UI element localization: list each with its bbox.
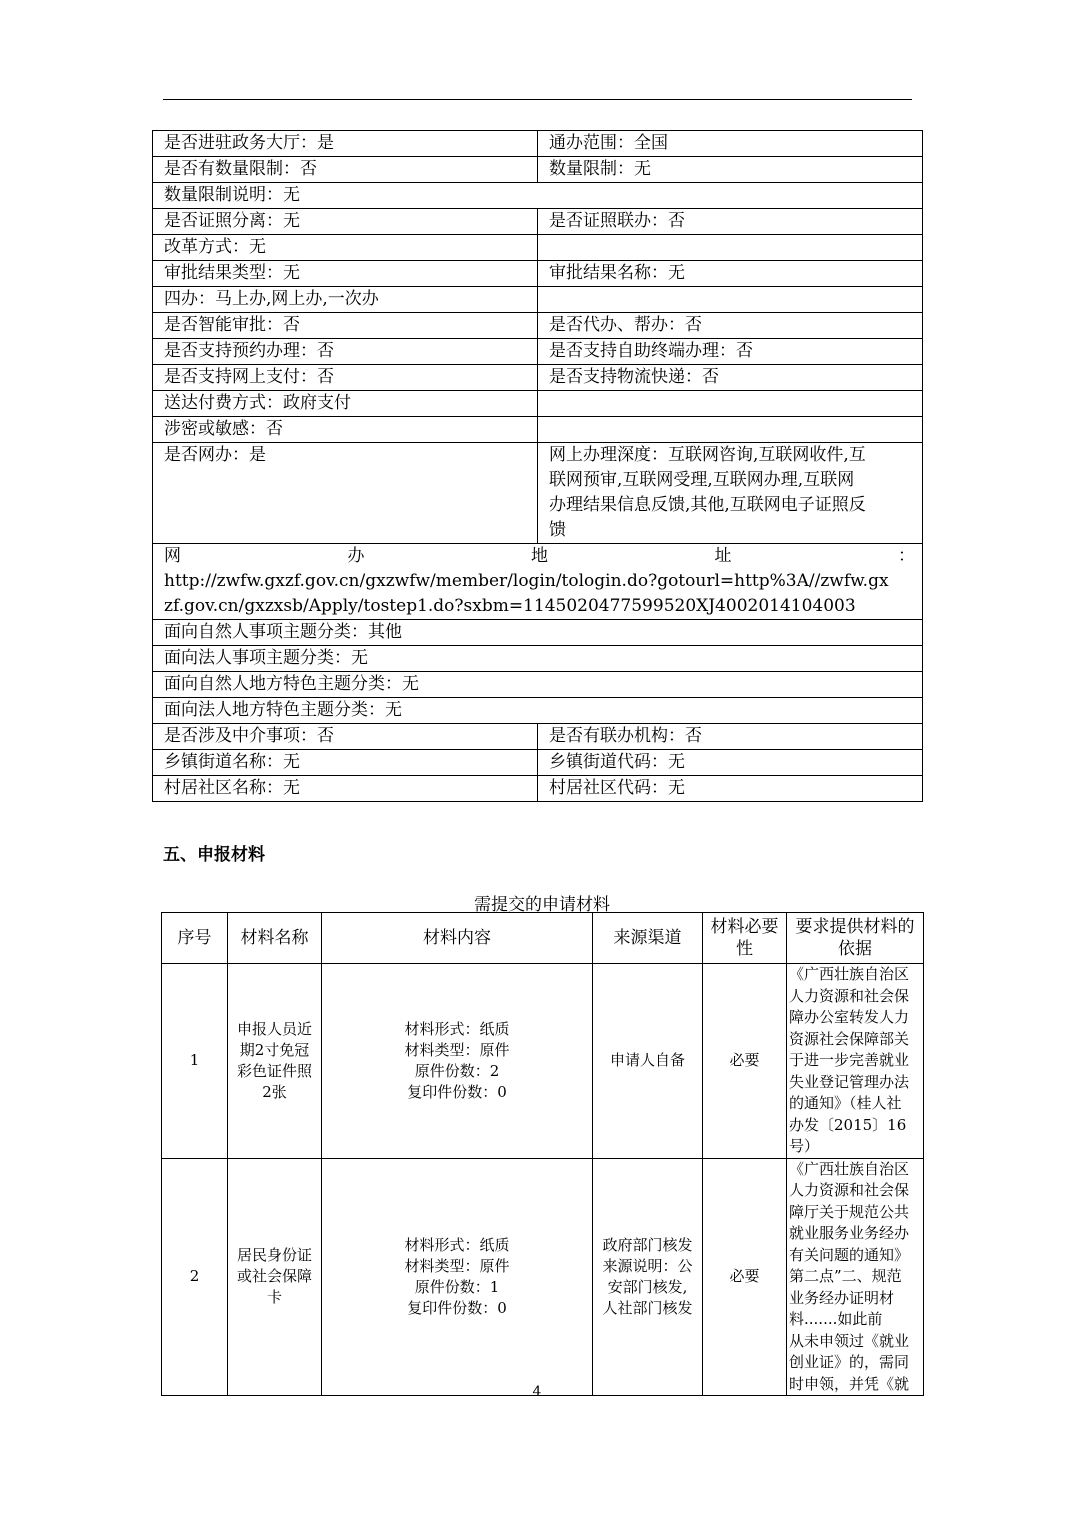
material-necessity: 必要 <box>703 1158 787 1396</box>
info-row <box>153 750 923 776</box>
material-basis-line: 资源社会保障部关 <box>789 1029 910 1048</box>
info-cell-left: 是否证照分离：无 <box>153 209 538 235</box>
material-content-line: 材料类型：原件 <box>404 1040 510 1059</box>
info-cell-right: 审批结果名称：无 <box>538 261 923 287</box>
info-cell-right: 是否支持自助终端办理：否 <box>538 339 923 365</box>
material-basis-line: 失业登记管理办法 <box>789 1072 910 1091</box>
info-row <box>153 776 923 802</box>
page-number: 4 <box>532 1384 542 1400</box>
material-source-line: 来源说明：公 <box>602 1256 693 1275</box>
materials-table <box>161 912 924 1396</box>
material-content-line: 复印件份数：0 <box>407 1082 507 1101</box>
info-cell-left: 是否网办：是 <box>153 443 538 544</box>
info-row <box>153 131 923 157</box>
material-basis-line: 于进一步完善就业 <box>789 1051 910 1069</box>
info-cell-left: 乡镇街道名称：无 <box>153 750 538 776</box>
info-cell-left: 是否支持预约办理：否 <box>153 339 538 365</box>
info-table <box>152 130 923 802</box>
column-header: 来源渠道 <box>593 913 703 964</box>
info-cell-line: 联网预审,互联网受理,互联网办理,互联网 <box>549 470 855 490</box>
material-basis-line: 创业证》的，需同 <box>789 1353 910 1371</box>
info-cell-left: 是否进驻政务大厅：是 <box>153 131 538 157</box>
material-content-line: 原件份数：2 <box>414 1061 500 1080</box>
info-row <box>153 698 923 724</box>
info-row <box>153 313 923 339</box>
material-basis-line: 有关问题的通知》 <box>789 1245 910 1264</box>
info-cell-left: 审批结果类型：无 <box>153 261 538 287</box>
material-basis-line: 第二点”二、规范 <box>789 1267 902 1285</box>
info-cell-left: 是否支持网上支付：否 <box>153 365 538 391</box>
material-basis-line: 业务经办证明材 <box>789 1288 895 1307</box>
info-cell-left: 涉密或敏感：否 <box>153 417 538 443</box>
material-basis-line: 时申领，并凭《就 <box>789 1374 910 1393</box>
material-content-line: 复印件份数：0 <box>407 1298 507 1317</box>
info-row <box>153 339 923 365</box>
info-row <box>153 724 923 750</box>
material-name <box>228 964 322 1159</box>
info-cell-right: 是否证照联办：否 <box>538 209 923 235</box>
table-row <box>162 1158 924 1396</box>
material-basis-line: 《广西壮族自治区 <box>789 965 910 983</box>
info-row <box>153 672 923 698</box>
material-basis-line: 障厅关于规范公共 <box>789 1202 910 1221</box>
info-cell-left: 四办：马上办,网上办,一次办 <box>153 287 538 313</box>
info-cell-left: 是否智能审批：否 <box>153 313 538 339</box>
material-source <box>593 1158 703 1396</box>
info-row <box>153 287 923 313</box>
material-source <box>593 964 703 1159</box>
info-cell-right: 村居社区代码：无 <box>538 776 923 802</box>
material-name-line: 彩色证件照 <box>236 1061 312 1080</box>
material-basis-line: 障办公室转发人力 <box>789 1008 910 1026</box>
info-cell-line: 馈 <box>549 520 566 540</box>
material-basis-line: 料.......如此前 <box>789 1310 883 1328</box>
material-source-line: 政府部门核发 <box>602 1235 693 1254</box>
info-cell-full: 面向自然人地方特色主题分类：无 <box>153 672 923 698</box>
table-caption: 需提交的申请材料 <box>474 895 610 915</box>
info-row <box>153 209 923 235</box>
column-header-line: 性 <box>736 939 753 959</box>
material-content-line: 材料类型：原件 <box>404 1256 510 1275</box>
info-row <box>153 235 923 261</box>
info-cell-right: 是否支持物流快递：否 <box>538 365 923 391</box>
info-row <box>153 365 923 391</box>
material-basis-line: 人力资源和社会保 <box>789 1181 910 1199</box>
column-header: 材料名称 <box>228 913 322 964</box>
info-cell-full: 面向法人地方特色主题分类：无 <box>153 698 923 724</box>
info-cell-full: 面向自然人事项主题分类：其他 <box>153 620 923 646</box>
material-name-line: 申报人员近 <box>236 1019 312 1038</box>
column-header-line: 依据 <box>838 939 872 959</box>
info-cell-right <box>538 235 923 261</box>
material-content-line: 材料形式：纸质 <box>404 1019 510 1038</box>
info-cell-left: 送达付费方式：政府支付 <box>153 391 538 417</box>
material-name <box>228 1158 322 1396</box>
material-source-line: 人社部门核发 <box>602 1298 693 1317</box>
info-cell-right: 是否有联办机构：否 <box>538 724 923 750</box>
info-cell-line: 办理结果信息反馈,其他,互联网电子证照反 <box>549 495 866 515</box>
info-cell-right <box>538 287 923 313</box>
column-header <box>787 913 924 964</box>
info-cell-right: 是否代办、帮办：否 <box>538 313 923 339</box>
info-row <box>153 646 923 672</box>
material-number: 2 <box>162 1158 228 1396</box>
info-cell-right <box>538 417 923 443</box>
info-cell-right <box>538 443 923 544</box>
info-cell-line: 网上办理深度：互联网咨询,互联网收件,互 <box>549 445 866 465</box>
info-row <box>153 620 923 646</box>
info-cell-right: 数量限制：无 <box>538 157 923 183</box>
table-row <box>162 964 924 1159</box>
info-cell-left: 是否涉及中介事项：否 <box>153 724 538 750</box>
column-header-line: 材料必要 <box>710 917 779 937</box>
material-basis-line: 号） <box>789 1137 820 1155</box>
info-row <box>153 544 923 620</box>
material-basis <box>787 1158 924 1396</box>
info-cell-left: 改革方式：无 <box>153 235 538 261</box>
web-address-url: http://zwfw.gxzf.gov.cn/gxzwfw/member/login/tologin.do?gotourl=http%3A//zwfw.gx <box>164 571 889 591</box>
info-cell-left: 是否有数量限制：否 <box>153 157 538 183</box>
material-basis <box>787 964 924 1159</box>
material-name-line: 2张 <box>262 1082 287 1101</box>
column-header: 材料内容 <box>322 913 593 964</box>
material-content-line: 原件份数：1 <box>414 1277 500 1296</box>
material-necessity: 必要 <box>703 964 787 1159</box>
info-row <box>153 391 923 417</box>
material-basis-line: 人力资源和社会保 <box>789 986 910 1005</box>
material-name-line: 或社会保障 <box>236 1267 312 1286</box>
material-name-line: 期2寸免冠 <box>239 1040 310 1059</box>
material-basis-line: 从未申领过《就业 <box>789 1331 910 1350</box>
info-row <box>153 261 923 287</box>
section-title: 五、申报材料 <box>163 845 265 865</box>
column-header-line: 要求提供材料的 <box>795 917 915 937</box>
info-row <box>153 443 923 544</box>
material-source-line: 安部门核发, <box>607 1277 688 1296</box>
material-name-line: 居民身份证 <box>236 1246 312 1265</box>
material-basis-line: 办发〔2015〕16 <box>789 1115 907 1134</box>
material-name-line: 卡 <box>266 1288 282 1307</box>
info-cell-right <box>538 391 923 417</box>
header-rule <box>163 99 912 100</box>
info-cell-right: 通办范围：全国 <box>538 131 923 157</box>
info-cell-left: 村居社区名称：无 <box>153 776 538 802</box>
web-address-label: 网办地址： <box>164 546 915 566</box>
material-number: 1 <box>162 964 228 1159</box>
material-basis-line: 的通知》（桂人社 <box>789 1094 902 1112</box>
material-content <box>322 964 593 1159</box>
info-cell-right: 乡镇街道代码：无 <box>538 750 923 776</box>
material-content <box>322 1158 593 1396</box>
info-cell-full: 数量限制说明：无 <box>153 183 923 209</box>
info-row <box>153 417 923 443</box>
materials-header-row <box>162 913 924 964</box>
web-address-url: zf.gov.cn/gxzxsb/Apply/tostep1.do?sxbm=1145020477599520XJ4002014104003 <box>164 596 856 616</box>
material-source-line: 申请人自备 <box>609 1051 685 1070</box>
column-header: 序号 <box>162 913 228 964</box>
column-header <box>703 913 787 964</box>
info-row <box>153 157 923 183</box>
web-address-cell <box>153 544 923 620</box>
material-basis-line: 《广西壮族自治区 <box>789 1159 910 1178</box>
info-cell-full: 面向法人事项主题分类：无 <box>153 646 923 672</box>
material-content-line: 材料形式：纸质 <box>404 1235 510 1254</box>
material-basis-line: 就业服务业务经办 <box>789 1224 910 1242</box>
info-row <box>153 183 923 209</box>
